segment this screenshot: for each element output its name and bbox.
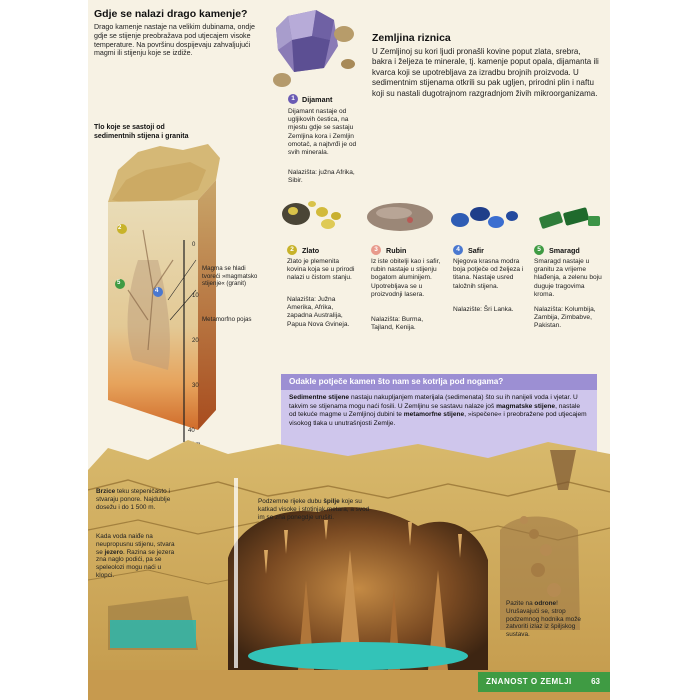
page-footer [478, 672, 610, 692]
rapids-text: teku stepeničasto i stvaraju ponore. Najdublje dosežu i do 1 500 m. [96, 488, 171, 511]
intro-title: Gdje se nalazi drago kamenje? [94, 8, 248, 20]
diamond-illustration [268, 6, 358, 94]
gem-description: Njegova krasna modra boja potječe od željeza i titana. Nastaje usred taložnih stijena. [453, 258, 524, 290]
gold-nuggets-illustration [278, 196, 350, 232]
stones-body [289, 394, 589, 428]
rockfall-text: Pazite na [506, 600, 535, 607]
stones-text: nastaju nakupljanjem materijala (sedimenata) što su ih nanijeli voda i vjetar. U takvim se stijenama mogu naći fosili. U Zemljinu se sastavu nalaze još [289, 394, 578, 410]
soil-marker: 2 [118, 225, 122, 231]
depth-tick: 30 [192, 383, 199, 389]
gem-description: Dijamant nastaje od ugljikovih čestica, na mjestu gdje se sastaju Zemljina kora i Zemljin omotač, a najtvrđi je od svih minerala. [288, 108, 357, 157]
depth-tick: 0 [192, 242, 196, 248]
gem-number-badge: 1 [288, 94, 298, 104]
rockfall-note [506, 600, 588, 639]
term-lake: jezero [104, 548, 124, 556]
gem-description: Zlato je plemenita kovina koja se u prirodi nalazi u čistom stanju. [287, 258, 355, 282]
term-rapids: Brzice [96, 488, 116, 495]
rockfall-text: ! Urušavajući se, strop podzemnog hodnika može zatvoriti izlaz iz špiljskog sustava. [506, 600, 581, 639]
magma-label: Magma se hladi tvoreći »magmatsko stijenje« (granit) [202, 265, 258, 287]
treasury-title: Zemljina riznica [372, 32, 451, 44]
gem-title: Rubin [386, 246, 407, 255]
gem-title: Dijamant [302, 95, 333, 104]
rapids-note [96, 488, 172, 511]
term-caves: špilje [323, 498, 340, 505]
stones-title: Odakle potječe kamen što nam se kotrlja pod nogama? [281, 374, 597, 390]
lake-text: . Razina se jezera zna naglo podići, pa se speleolozi mogu naći u klopci. [96, 548, 175, 579]
gem-locations: Nalazišta: južna Afrika, Sibir. [288, 169, 355, 185]
ruby-illustration [364, 200, 436, 234]
term-magmatic: magmatske stijene [496, 402, 556, 410]
section-name: ZNANOST O ZEMLJI [486, 677, 572, 686]
treasury-body: U Zemljinoj su kori ljudi pronašli kovine poput zlata, srebra, bakra i željeza te minerale, tj. kamenje poput opala, dijamanta ili kvarca koji se upotrebljava za izradbu brojnih proizvoda. U sedimentnim stijenama otkrili su pak ugljen, prirodni plin i naftu koji su nastali dugotrajnom razgradnjom živih mikroorganizama. [372, 47, 599, 98]
stones-text: , »ispečene« i preobražene pod utjecajem visokog tlaka u unutrašnjosti Zemlje. [289, 411, 587, 427]
soil-marker: 5 [117, 280, 121, 286]
term-sedimentary: Sedimentne stijene [289, 394, 350, 401]
depth-tick: 10 [192, 293, 199, 299]
gem-locations: Nalazišta: Južna Amerika, Afrika, zapadna Australija, Papua Nova Gvineja. [287, 296, 350, 328]
gem-locations: Nalazište: Šri Lanka. [453, 306, 514, 313]
rivers-text: Podzemne rijeke dubu [258, 498, 324, 505]
emerald-illustration [534, 204, 606, 234]
depth-tick: 20 [192, 338, 199, 344]
gem-title: Zlato [302, 246, 320, 255]
gem-description: Smaragd nastaje u granitu za vrijeme hlađenja, a zelenu boju duguje tragovima kroma. [534, 258, 602, 298]
book-page [88, 0, 610, 700]
soil-block-illustration [98, 140, 228, 450]
rivers-text: koje su katkad visoke i stotinjak metara, a svod im se zna ponegdje urušiti. [258, 498, 370, 521]
intro-body: Drago kamenje nastaje na velikim dubinama, ondje gdje se stijenje preobražava pod utjecajem visoke temperature. Na površinu dospijevaju zahvaljujući magmi ili stijenju koje se izdiže. [94, 23, 255, 58]
term-metamorphic: metamorfne stijene [403, 411, 465, 419]
depth-tick: 40 [188, 428, 195, 434]
soil-caption: Tlo koje se sastoji od sedimentnih stijena i granita [94, 124, 189, 140]
term-rockfall: odrone [534, 600, 557, 607]
gem-title: Smaragd [549, 246, 580, 255]
lake-text: Kada voda naiđe na neupropusnu stijenu, stvara se [96, 533, 175, 556]
underground-rivers-note [258, 498, 376, 521]
gem-locations: Nalazišta: Kolumbija, Zambija, Zimbabve, Pakistan. [534, 306, 596, 330]
gem-locations: Nalazišta: Burma, Tajland, Kenija. [371, 316, 424, 332]
gem-number-badge: 5 [534, 245, 544, 255]
gem-number-badge: 3 [371, 245, 381, 255]
page-number: 63 [591, 677, 600, 686]
gem-number-badge: 4 [453, 245, 463, 255]
stones-text: , nastale od tekuće magme u Zemljinoj dubini te [289, 402, 581, 419]
gem-number-badge: 2 [287, 245, 297, 255]
lake-note [96, 533, 180, 580]
sapphire-illustration [448, 204, 520, 232]
soil-marker: 4 [155, 288, 159, 294]
gem-title: Safir [468, 246, 484, 255]
metamorphic-label: Metamorfno pojas [202, 316, 252, 323]
gem-description: Iz iste obitelji kao i safir, rubin nastaje u stijenju bogatom aluminijem. Upotrebljava se u proizvodnji lasera. [371, 258, 441, 298]
